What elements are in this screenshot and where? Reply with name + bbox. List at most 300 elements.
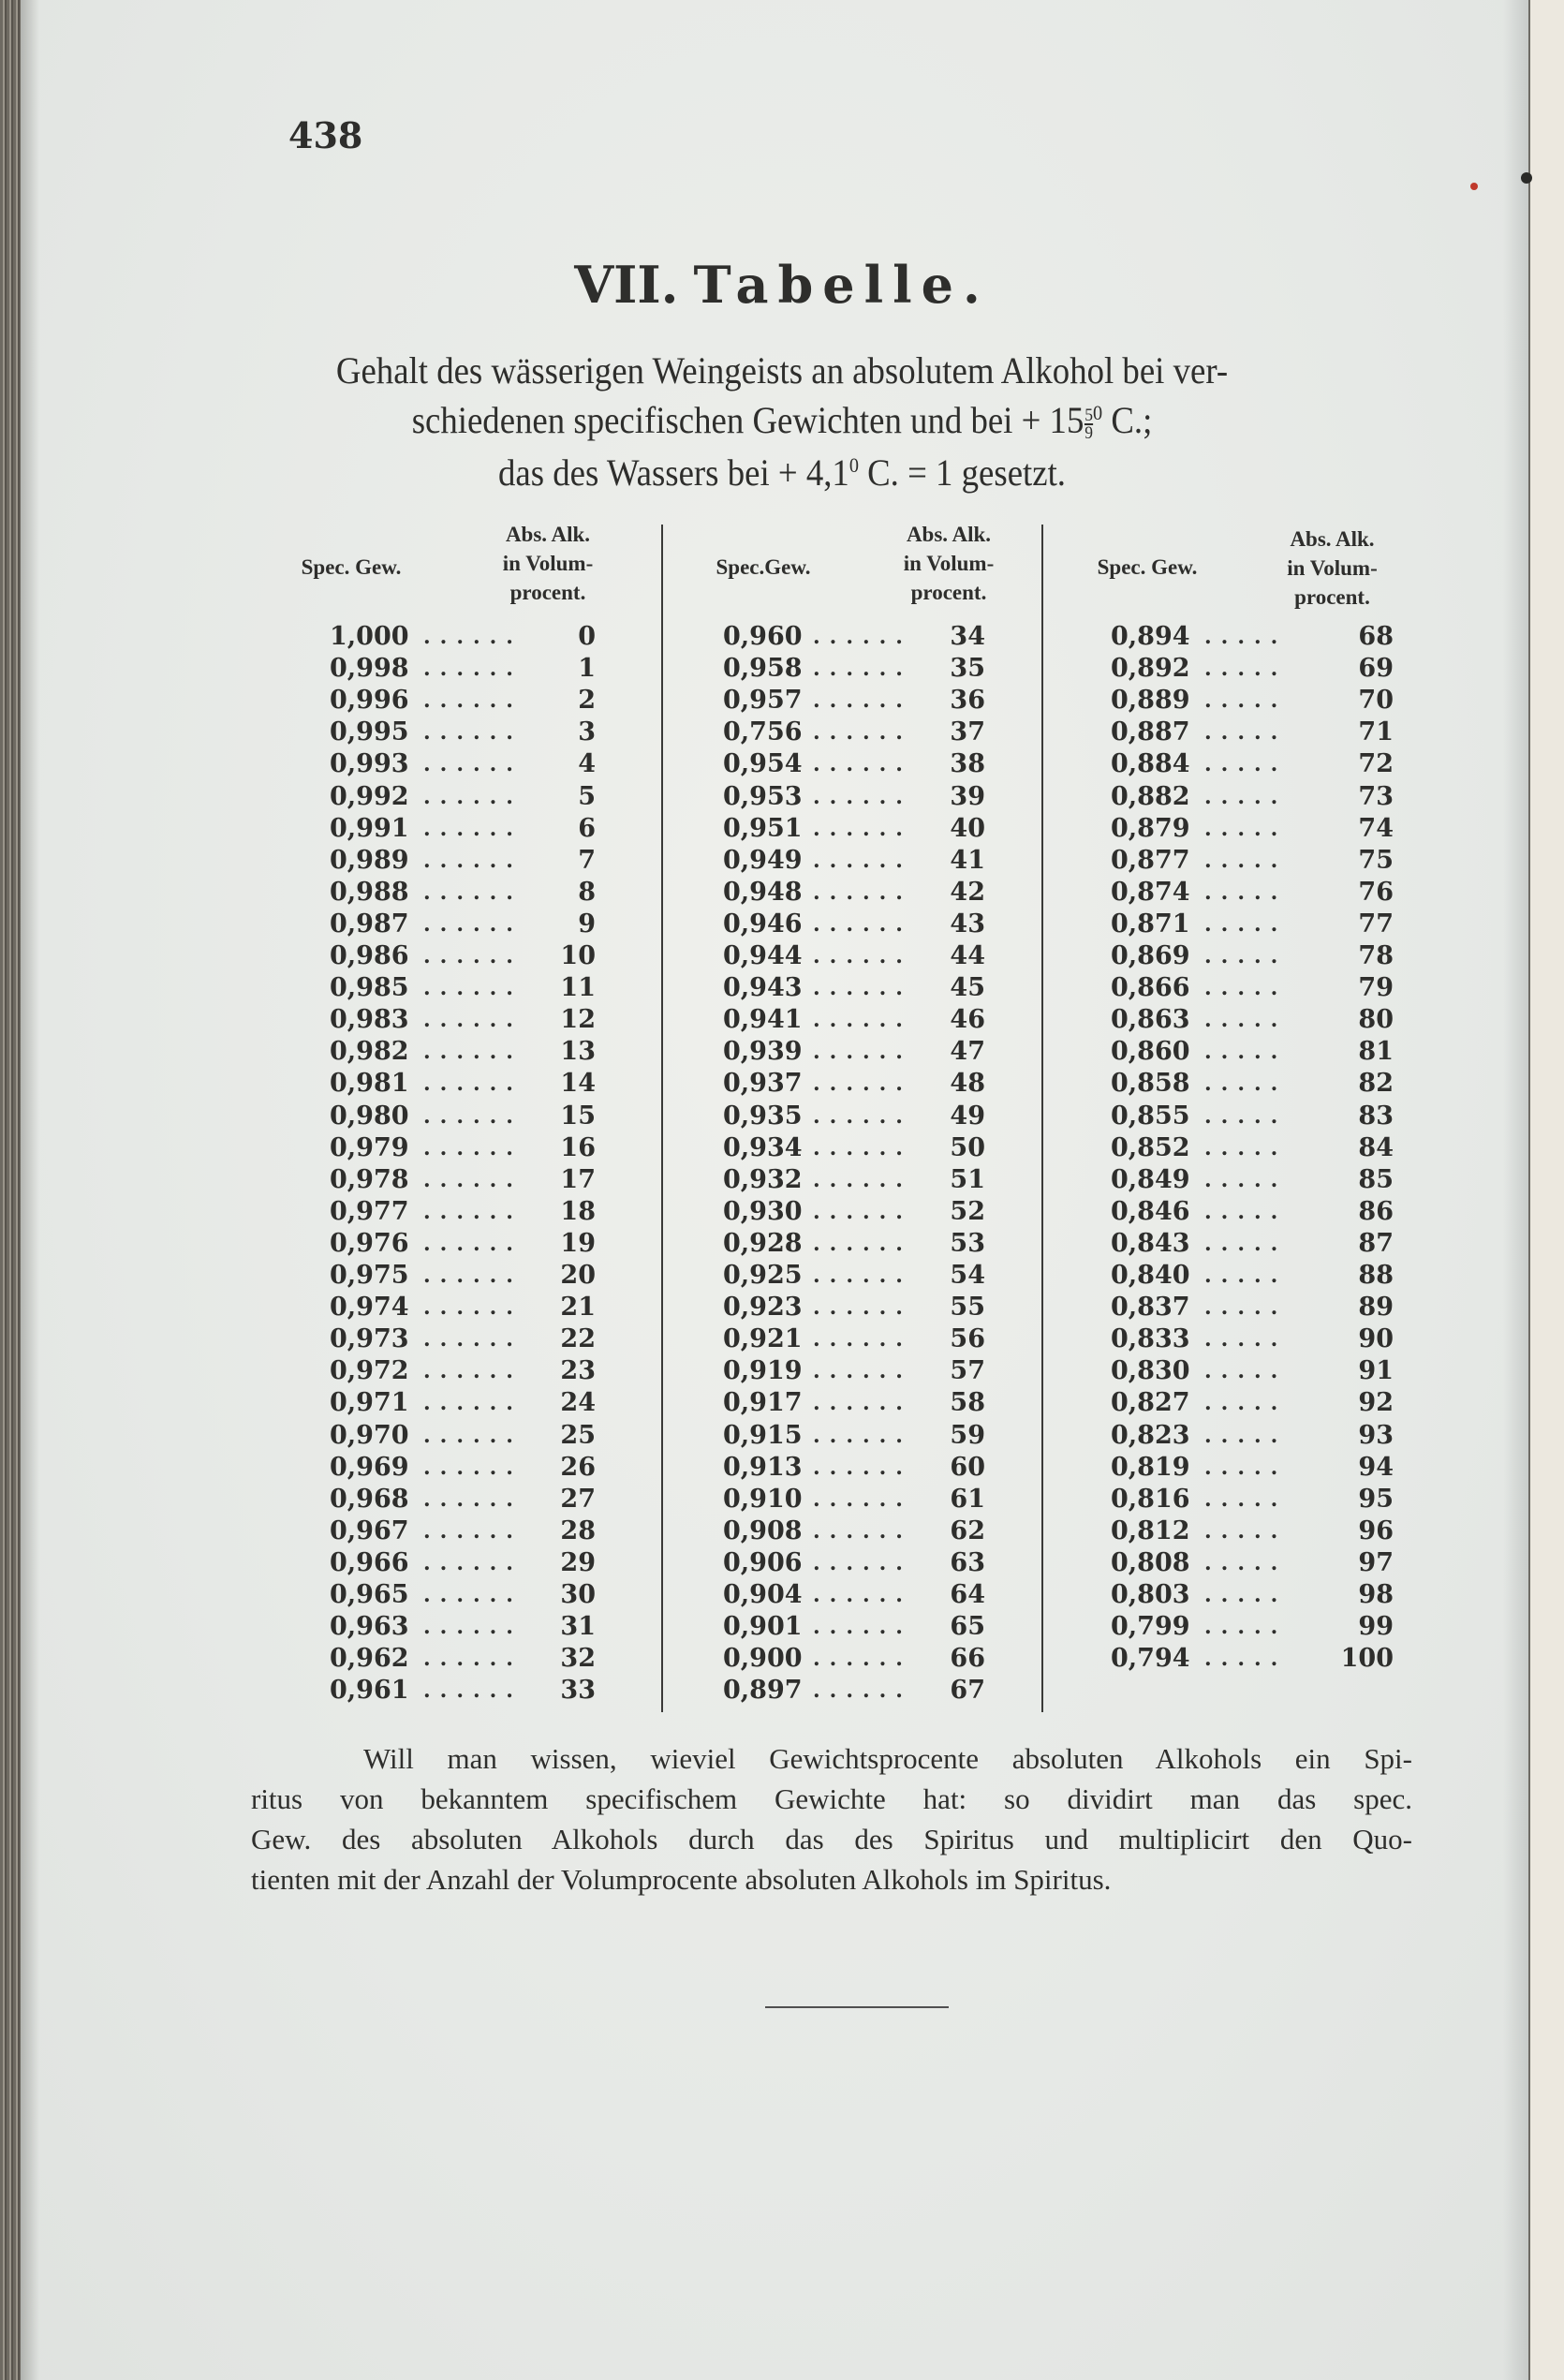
leader-dots: .....	[1204, 784, 1288, 809]
volum-procent-cell: 10	[560, 941, 596, 970]
header-abs-alk-line: procent.	[509, 581, 586, 604]
spec-gew-cell: 0,988	[330, 877, 409, 907]
spec-gew-cell: 0,884	[1111, 749, 1190, 779]
volum-procent-cell: 99	[1358, 1612, 1394, 1642]
gutter-shadow	[21, 0, 39, 2380]
volum-procent-cell: 46	[950, 1005, 985, 1035]
volum-procent-cell: 71	[1358, 717, 1394, 747]
leader-dots: ......	[813, 720, 912, 746]
leader-dots: ......	[423, 1486, 523, 1512]
leader-dots: ......	[423, 720, 523, 746]
spec-gew-cell: 0,939	[723, 1037, 803, 1067]
volum-procent-cell: 66	[950, 1644, 985, 1674]
volum-procent-cell: 89	[1358, 1293, 1394, 1323]
leader-dots: ......	[813, 1550, 912, 1575]
title-numeral: VII.	[574, 255, 679, 315]
leader-dots: ......	[813, 1423, 912, 1448]
spec-gew-cell: 0,794	[1111, 1644, 1190, 1674]
spec-gew-cell: 0,989	[330, 845, 409, 875]
leader-dots: ......	[423, 1615, 523, 1640]
leader-dots: ......	[813, 1008, 912, 1033]
volum-procent-cell: 31	[560, 1612, 596, 1642]
leader-dots: ......	[423, 657, 523, 682]
leader-dots: ......	[423, 1678, 523, 1704]
spec-gew-cell: 0,889	[1111, 686, 1190, 716]
leader-dots: .....	[1204, 752, 1288, 777]
volum-procent-cell: 48	[950, 1069, 985, 1099]
leader-dots: ......	[813, 1583, 912, 1607]
volum-procent-cell: 0	[578, 622, 596, 651]
spec-gew-cell: 0,998	[330, 654, 409, 684]
spec-gew-cell: 0,855	[1111, 1101, 1190, 1131]
header-spec-gew: Spec.Gew.	[716, 555, 811, 579]
volum-procent-cell: 22	[560, 1324, 596, 1354]
volum-procent-cell: 75	[1358, 845, 1394, 875]
leader-dots: .....	[1204, 1008, 1288, 1033]
volum-procent-cell: 93	[1358, 1420, 1394, 1450]
volum-procent-cell: 88	[1358, 1261, 1394, 1290]
leader-dots: ......	[423, 1583, 523, 1607]
spec-gew-cell: 0,863	[1111, 1005, 1190, 1035]
spec-gew-cell: 0,908	[723, 1515, 803, 1545]
leader-dots: ......	[423, 1231, 523, 1256]
volum-procent-cell: 41	[950, 845, 985, 875]
header-spec-gew: Spec. Gew.	[301, 555, 402, 579]
degree-mark: 0	[848, 453, 859, 477]
volum-procent-cell: 5	[578, 781, 596, 811]
volum-procent-cell: 38	[950, 749, 985, 779]
spec-gew-cell: 0,974	[330, 1293, 409, 1323]
volum-procent-cell: 70	[1358, 686, 1394, 716]
spec-gew-cell: 0,887	[1111, 717, 1190, 747]
spec-gew-cell: 0,980	[330, 1101, 409, 1131]
volum-procent-cell: 43	[950, 909, 985, 939]
volum-procent-cell: 57	[950, 1356, 985, 1386]
spec-gew-cell: 0,930	[723, 1196, 803, 1226]
leader-dots: .....	[1204, 1072, 1288, 1097]
volum-procent-cell: 4	[578, 749, 596, 779]
spec-gew-cell: 0,833	[1111, 1324, 1190, 1354]
header-abs-alk-line: Abs. Alk.	[906, 523, 992, 546]
leader-dots: ......	[423, 1167, 523, 1192]
volum-procent-cell: 76	[1358, 877, 1394, 907]
spec-gew-cell: 0,837	[1111, 1293, 1190, 1323]
leader-dots: ......	[423, 752, 523, 777]
leader-dots: ......	[813, 784, 912, 809]
leader-dots: .....	[1204, 720, 1288, 746]
volum-procent-cell: 13	[560, 1037, 596, 1067]
spec-gew-cell: 0,925	[723, 1261, 803, 1290]
spec-gew-cell: 1,000	[330, 622, 409, 651]
volum-procent-cell: 47	[950, 1037, 985, 1067]
section-end-rule	[765, 2006, 949, 2008]
subtitle-line-1: Gehalt des wässerigen Weingeists an absolutem Alkohol bei ver-	[335, 349, 1229, 392]
leader-dots: ......	[423, 1295, 523, 1321]
spec-gew-cell: 0,901	[723, 1612, 803, 1642]
spec-gew-cell: 0,967	[330, 1515, 409, 1545]
leader-dots: .....	[1204, 1199, 1288, 1224]
leader-dots: .....	[1204, 880, 1288, 905]
spec-gew-cell: 0,979	[330, 1132, 409, 1162]
spec-gew-cell: 0,943	[723, 973, 803, 1003]
volum-procent-cell: 30	[560, 1580, 596, 1609]
volum-procent-cell: 1	[578, 654, 596, 684]
leader-dots: .....	[1204, 816, 1288, 841]
spec-gew-cell: 0,816	[1111, 1484, 1190, 1514]
spec-gew-cell: 0,906	[723, 1547, 803, 1577]
leader-dots: ......	[423, 625, 523, 649]
spec-gew-cell: 0,987	[330, 909, 409, 939]
leader-dots: ......	[423, 1518, 523, 1544]
spec-gew-cell: 0,819	[1111, 1452, 1190, 1482]
spec-gew-cell: 0,849	[1111, 1164, 1190, 1194]
spec-gew-cell: 0,900	[723, 1644, 803, 1674]
subtitle-line-2-end: C.;	[1102, 399, 1153, 441]
column-divider	[661, 525, 663, 1712]
leader-dots: ......	[423, 1103, 523, 1129]
volum-procent-cell: 24	[560, 1388, 596, 1418]
volum-procent-cell: 55	[950, 1293, 985, 1323]
volum-procent-cell: 18	[560, 1196, 596, 1226]
leader-dots: ......	[423, 1550, 523, 1575]
leader-dots: ......	[813, 752, 912, 777]
column-divider	[1041, 525, 1043, 1712]
spec-gew-cell: 0,919	[723, 1356, 803, 1386]
spec-gew-cell: 0,993	[330, 749, 409, 779]
spec-gew-cell: 0,874	[1111, 877, 1190, 907]
volum-procent-cell: 36	[950, 686, 985, 716]
leader-dots: ......	[423, 1072, 523, 1097]
spec-gew-cell: 0,975	[330, 1261, 409, 1290]
volum-procent-cell: 35	[950, 654, 985, 684]
leader-dots: ......	[423, 848, 523, 873]
volum-procent-cell: 17	[560, 1164, 596, 1194]
volum-procent-cell: 12	[560, 1005, 596, 1035]
volum-procent-cell: 58	[950, 1388, 985, 1418]
leader-dots: ......	[813, 1040, 912, 1065]
leader-dots: ......	[423, 944, 523, 968]
leader-dots: ......	[423, 1040, 523, 1065]
spec-gew-cell: 0,978	[330, 1164, 409, 1194]
leader-dots: ......	[813, 880, 912, 905]
volum-procent-cell: 32	[560, 1644, 596, 1674]
leader-dots: .....	[1204, 1264, 1288, 1288]
leader-dots: ......	[813, 944, 912, 968]
volum-procent-cell: 95	[1358, 1484, 1394, 1514]
volum-procent-cell: 50	[950, 1132, 985, 1162]
spec-gew-cell: 0,946	[723, 909, 803, 939]
spec-gew-cell: 0,949	[723, 845, 803, 875]
volum-procent-cell: 40	[950, 813, 985, 843]
leader-dots: ......	[423, 1008, 523, 1033]
volum-procent-cell: 19	[560, 1228, 596, 1258]
spec-gew-cell: 0,973	[330, 1324, 409, 1354]
leader-dots: ......	[813, 848, 912, 873]
volum-procent-cell: 69	[1358, 654, 1394, 684]
volum-procent-cell: 9	[578, 909, 596, 939]
leader-dots: ......	[423, 1455, 523, 1480]
spec-gew-cell: 0,961	[330, 1676, 409, 1706]
leader-dots: ......	[813, 1072, 912, 1097]
leader-dots: ......	[423, 911, 523, 937]
leader-dots: ......	[423, 1199, 523, 1224]
leader-dots: .....	[1204, 1518, 1288, 1544]
volum-procent-cell: 83	[1358, 1101, 1394, 1131]
leader-dots: ......	[423, 1327, 523, 1353]
spec-gew-cell: 0,965	[330, 1580, 409, 1609]
spec-gew-cell: 0,869	[1111, 941, 1190, 970]
leader-dots: ......	[423, 880, 523, 905]
leader-dots: ......	[423, 976, 523, 1001]
volum-procent-cell: 92	[1358, 1388, 1394, 1418]
volum-procent-cell: 60	[950, 1452, 985, 1482]
volum-procent-cell: 90	[1358, 1324, 1394, 1354]
header-abs-alk	[468, 520, 627, 607]
header-abs-alk	[1250, 525, 1414, 612]
leader-dots: .....	[1204, 1583, 1288, 1607]
spec-gew-cell: 0,970	[330, 1420, 409, 1450]
spec-gew-cell: 0,982	[330, 1037, 409, 1067]
leader-dots: .....	[1204, 911, 1288, 937]
volum-procent-cell: 2	[578, 686, 596, 716]
next-page-edge	[1528, 0, 1564, 2380]
leader-dots: .....	[1204, 1040, 1288, 1065]
spec-gew-cell: 0,860	[1111, 1037, 1190, 1067]
volum-procent-cell: 45	[950, 973, 985, 1003]
leader-dots: ......	[813, 1199, 912, 1224]
spec-gew-cell: 0,913	[723, 1452, 803, 1482]
spec-gew-cell: 0,921	[723, 1324, 803, 1354]
spec-gew-cell: 0,827	[1111, 1388, 1190, 1418]
leader-dots: .....	[1204, 1295, 1288, 1321]
explanatory-paragraph	[251, 1738, 1412, 1900]
leader-dots: .....	[1204, 1359, 1288, 1384]
leader-dots: ......	[813, 1103, 912, 1129]
leader-dots: ......	[423, 1391, 523, 1416]
spec-gew-cell: 0,823	[1111, 1420, 1190, 1450]
leader-dots: ......	[423, 1264, 523, 1288]
volum-procent-cell: 68	[1358, 622, 1394, 651]
leader-dots: .....	[1204, 848, 1288, 873]
spec-gew-cell: 0,812	[1111, 1515, 1190, 1545]
volum-procent-cell: 86	[1358, 1196, 1394, 1226]
leader-dots: .....	[1204, 625, 1288, 649]
leader-dots: ......	[813, 688, 912, 714]
leader-dots: ......	[813, 911, 912, 937]
leader-dots: ......	[423, 816, 523, 841]
leader-dots: .....	[1204, 657, 1288, 682]
spec-gew-cell: 0,917	[723, 1388, 803, 1418]
volum-procent-cell: 67	[950, 1676, 985, 1706]
leader-dots: ......	[423, 1135, 523, 1160]
leader-dots: ......	[813, 1295, 912, 1321]
page-number: 438	[288, 114, 363, 156]
subtitle-line-3-text: das des Wassers bei + 4,1	[497, 451, 849, 494]
volum-procent-cell: 74	[1358, 813, 1394, 843]
spec-gew-cell: 0,976	[330, 1228, 409, 1258]
spec-gew-cell: 0,923	[723, 1293, 803, 1323]
spec-gew-cell: 0,985	[330, 973, 409, 1003]
spec-gew-cell: 0,897	[723, 1676, 803, 1706]
book-spine-edge	[0, 0, 21, 2380]
spec-gew-cell: 0,932	[723, 1164, 803, 1194]
volum-procent-cell: 78	[1358, 941, 1394, 970]
leader-dots: ......	[813, 976, 912, 1001]
volum-procent-cell: 63	[950, 1547, 985, 1577]
spec-gew-cell: 0,986	[330, 941, 409, 970]
spec-gew-cell: 0,894	[1111, 622, 1190, 651]
paragraph-line: Will man wissen, wieviel Gewichtsprocente absoluten Alkohols ein Spi-	[363, 1742, 1412, 1775]
leader-dots: ......	[813, 816, 912, 841]
volum-procent-cell: 97	[1358, 1547, 1394, 1577]
fraction-denominator: 9	[1084, 423, 1094, 443]
spec-gew-cell: 0,910	[723, 1484, 803, 1514]
leader-dots: .....	[1204, 1550, 1288, 1575]
leader-dots: .....	[1204, 1391, 1288, 1416]
spec-gew-cell: 0,935	[723, 1101, 803, 1131]
volum-procent-cell: 96	[1358, 1515, 1394, 1545]
volum-procent-cell: 34	[950, 622, 985, 651]
subtitle-line-2-text: schiedenen specifischen Gewichten und bei + 15	[411, 399, 1084, 441]
spec-gew-cell: 0,915	[723, 1420, 803, 1450]
spec-gew-cell: 0,882	[1111, 781, 1190, 811]
subtitle-line-3-end: C. = 1 gesetzt.	[858, 451, 1067, 494]
leader-dots: .....	[1204, 1103, 1288, 1129]
leader-dots: ......	[813, 1518, 912, 1544]
volum-procent-cell: 33	[560, 1676, 596, 1706]
spec-gew-cell: 0,954	[723, 749, 803, 779]
volum-procent-cell: 61	[950, 1484, 985, 1514]
spec-gew-cell: 0,992	[330, 781, 409, 811]
spec-gew-cell: 0,879	[1111, 813, 1190, 843]
leader-dots: ......	[423, 1423, 523, 1448]
fraction-five-ninths	[1084, 407, 1093, 441]
volum-procent-cell: 91	[1358, 1356, 1394, 1386]
spec-gew-cell: 0,803	[1111, 1580, 1190, 1609]
spec-gew-cell: 0,969	[330, 1452, 409, 1482]
leader-dots: ......	[813, 657, 912, 682]
volum-procent-cell: 82	[1358, 1069, 1394, 1099]
spec-gew-cell: 0,877	[1111, 845, 1190, 875]
leader-dots: ......	[813, 1327, 912, 1353]
header-abs-alk-line: procent.	[1294, 585, 1370, 609]
leader-dots: ......	[423, 1359, 523, 1384]
spec-gew-cell: 0,846	[1111, 1196, 1190, 1226]
spec-gew-cell: 0,963	[330, 1612, 409, 1642]
header-abs-alk-line: Abs. Alk.	[1290, 527, 1375, 551]
spec-gew-cell: 0,928	[723, 1228, 803, 1258]
volum-procent-cell: 72	[1358, 749, 1394, 779]
volum-procent-cell: 65	[950, 1612, 985, 1642]
volum-procent-cell: 37	[950, 717, 985, 747]
volum-procent-cell: 94	[1358, 1452, 1394, 1482]
volum-procent-cell: 77	[1358, 909, 1394, 939]
spec-gew-cell: 0,958	[723, 654, 803, 684]
volum-procent-cell: 23	[560, 1356, 596, 1386]
leader-dots: .....	[1204, 688, 1288, 714]
volum-procent-cell: 64	[950, 1580, 985, 1609]
leader-dots: ......	[423, 784, 523, 809]
volum-procent-cell: 6	[578, 813, 596, 843]
volum-procent-cell: 54	[950, 1261, 985, 1290]
leader-dots: ......	[813, 1678, 912, 1704]
leader-dots: .....	[1204, 1455, 1288, 1480]
spec-gew-cell: 0,960	[723, 622, 803, 651]
spec-gew-cell: 0,948	[723, 877, 803, 907]
leader-dots: ......	[813, 1615, 912, 1640]
spec-gew-cell: 0,866	[1111, 973, 1190, 1003]
spec-gew-cell: 0,871	[1111, 909, 1190, 939]
spec-gew-cell: 0,934	[723, 1132, 803, 1162]
spec-gew-cell: 0,799	[1111, 1612, 1190, 1642]
leader-dots: ......	[813, 1231, 912, 1256]
leader-dots: ......	[813, 1135, 912, 1160]
volum-procent-cell: 21	[560, 1293, 596, 1323]
spec-gew-cell: 0,951	[723, 813, 803, 843]
leader-dots: .....	[1204, 944, 1288, 968]
spec-gew-cell: 0,944	[723, 941, 803, 970]
volum-procent-cell: 59	[950, 1420, 985, 1450]
volum-procent-cell: 26	[560, 1452, 596, 1482]
volum-procent-cell: 42	[950, 877, 985, 907]
volum-procent-cell: 56	[950, 1324, 985, 1354]
volum-procent-cell: 15	[560, 1101, 596, 1131]
spec-gew-cell: 0,808	[1111, 1547, 1190, 1577]
leader-dots: .....	[1204, 1167, 1288, 1192]
spec-gew-cell: 0,971	[330, 1388, 409, 1418]
volum-procent-cell: 29	[560, 1547, 596, 1577]
volum-procent-cell: 49	[950, 1101, 985, 1131]
volum-procent-cell: 62	[950, 1515, 985, 1545]
leader-dots: .....	[1204, 1486, 1288, 1512]
header-abs-alk-line: in Volum-	[1287, 556, 1378, 580]
page-fold-shadow	[1503, 0, 1528, 2380]
paragraph-line: ritus von bekanntem specifischem Gewichte hat: so dividirt man das spec.	[251, 1782, 1412, 1815]
header-abs-alk-line: procent.	[910, 581, 987, 604]
fraction-numerator: 5	[1084, 406, 1094, 425]
spec-gew-cell: 0,991	[330, 813, 409, 843]
volum-procent-cell: 20	[560, 1261, 596, 1290]
leader-dots: ......	[813, 1647, 912, 1672]
paragraph-line: tienten mit der Anzahl der Volumprocente absoluten Alkohols im Spiritus.	[251, 1863, 1112, 1896]
degree-mark: 0	[1093, 401, 1103, 424]
volum-procent-cell: 16	[560, 1132, 596, 1162]
leader-dots: .....	[1204, 1231, 1288, 1256]
subtitle-line-2	[63, 398, 1501, 442]
volum-procent-cell: 39	[950, 781, 985, 811]
volum-procent-cell: 11	[560, 973, 596, 1003]
leader-dots: .....	[1204, 1647, 1288, 1672]
spec-gew-cell: 0,957	[723, 686, 803, 716]
leader-dots: .....	[1204, 1327, 1288, 1353]
leader-dots: ......	[813, 1359, 912, 1384]
volum-procent-cell: 7	[578, 845, 596, 875]
leader-dots: .....	[1204, 1135, 1288, 1160]
spec-gew-cell: 0,995	[330, 717, 409, 747]
volum-procent-cell: 87	[1358, 1228, 1394, 1258]
spec-gew-cell: 0,756	[723, 717, 803, 747]
volum-procent-cell: 53	[950, 1228, 985, 1258]
leader-dots: ......	[813, 1455, 912, 1480]
spec-gew-cell: 0,966	[330, 1547, 409, 1577]
spec-gew-cell: 0,983	[330, 1005, 409, 1035]
spec-gew-cell: 0,830	[1111, 1356, 1190, 1386]
leader-dots: ......	[813, 1167, 912, 1192]
ink-spot-black	[1521, 172, 1532, 184]
leader-dots: .....	[1204, 976, 1288, 1001]
volum-procent-cell: 25	[560, 1420, 596, 1450]
volum-procent-cell: 52	[950, 1196, 985, 1226]
